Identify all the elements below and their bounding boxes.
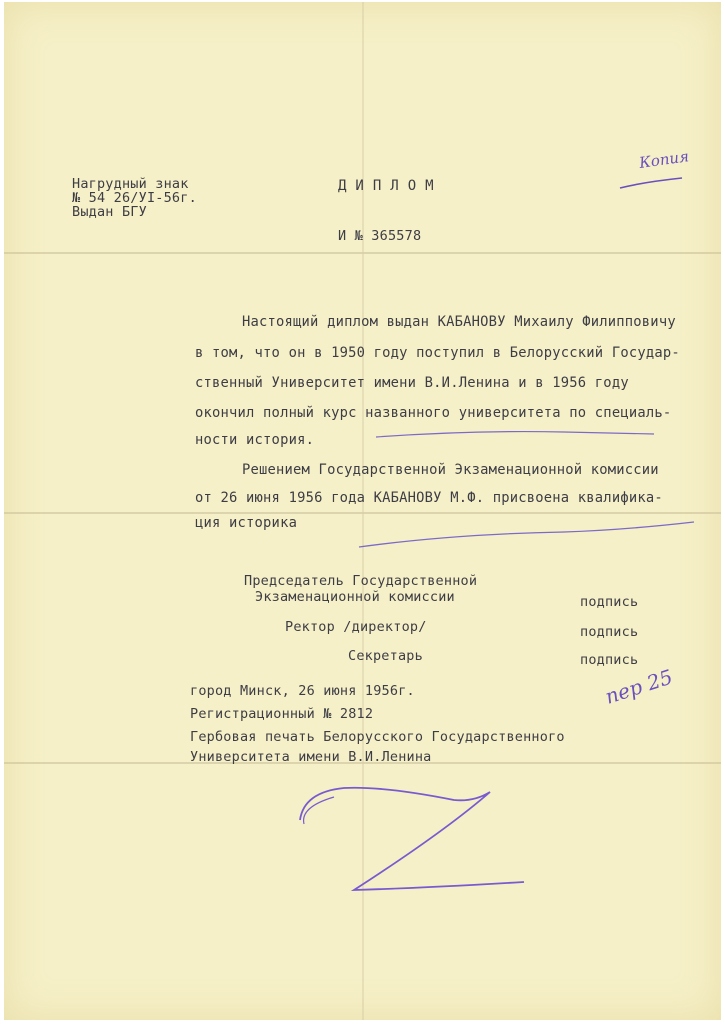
chair-title-line-1: Председатель Государственной: [244, 573, 478, 589]
registration-number: Регистрационный № 2812: [190, 706, 374, 722]
ink-underline: [376, 432, 654, 437]
rector-signature: подпись: [580, 624, 639, 640]
city-date: город Минск, 26 июня 1956г.: [190, 683, 415, 699]
body-line-3: ственный Университет имени В.И.Ленина и в 1956 году: [195, 375, 629, 391]
badge-note-line-2: № 54 26/УI-56г.: [72, 190, 197, 206]
document-sheet: [4, 2, 721, 1020]
body-line-5: ности история.: [195, 432, 315, 448]
body-line-8: ция историка: [195, 515, 298, 531]
body-line-4: окончил полный курс названного университета по специаль-: [195, 405, 672, 421]
ink-underline: [620, 178, 682, 188]
diploma-number: И № 365578: [338, 228, 422, 244]
rector-title: Ректор /директор/: [285, 619, 427, 635]
body-line-2: в том, что он в 1950 году поступил в Белорусский Государ-: [195, 345, 680, 361]
secretary-title: Секретарь: [348, 648, 423, 664]
ink-underline: [359, 522, 694, 547]
chair-signature: подпись: [580, 594, 639, 610]
chair-title-line-2: Экзаменационной комиссии: [255, 589, 455, 605]
ink-signature: [304, 797, 334, 824]
badge-note-line-3: Выдан БГУ: [72, 204, 147, 220]
body-line-7: от 26 июня 1956 года КАБАНОВУ М.Ф. присвоена квалифика-: [195, 490, 663, 506]
handwritten-copy-mark: Копия: [638, 147, 690, 172]
seal-note-line-2: Университета имени В.И.Ленина: [190, 749, 432, 765]
document-title: ДИПЛОМ: [338, 178, 443, 194]
ink-signature: [300, 788, 524, 890]
seal-note-line-1: Гербовая печать Белорусского Государственного: [190, 729, 565, 745]
body-line-6: Решением Государственной Экзаменационной комиссии: [242, 462, 659, 478]
fold-crease: [362, 2, 364, 1020]
body-line-1: Настоящий диплом выдан КАБАНОВУ Михаилу Филипповичу: [242, 314, 676, 330]
secretary-signature: подпись: [580, 652, 639, 668]
badge-note-line-1: Нагрудный знак: [72, 176, 189, 192]
handwritten-pages-mark: пер 25: [602, 664, 676, 709]
